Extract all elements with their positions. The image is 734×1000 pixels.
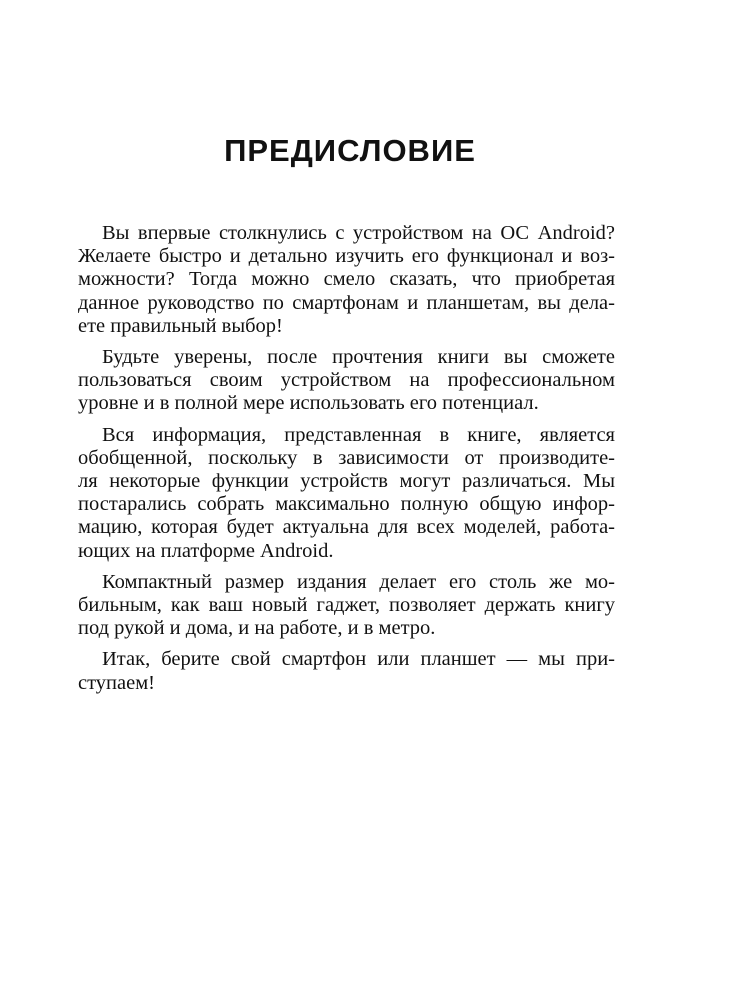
text-line: Компактный размер издания делает его столь же мо- [102, 570, 615, 593]
text-line: бильным, как ваш новый гаджет, позволяет держать книгу [78, 594, 615, 617]
text-line: Будьте уверены, после прочтения книги вы сможете [102, 346, 615, 369]
paragraph-5 [78, 648, 615, 694]
text-line: Вся информация, представленная в книге, является [102, 423, 615, 446]
text-line: можности? Тогда можно смело сказать, что приобретая [78, 268, 615, 291]
page-title: ПРЕДИСЛОВИЕ [224, 133, 476, 168]
paragraph-3 [78, 424, 615, 563]
paragraph-4 [78, 571, 615, 641]
text-line: ступаем! [78, 671, 156, 694]
text-line: мацию, которая будет актуальна для всех моделей, работа- [78, 516, 615, 539]
text-line: ете правильный выбор! [78, 314, 283, 337]
preface-body [78, 222, 615, 703]
text-line: Итак, берите свой смартфон или планшет — мы при- [102, 648, 615, 671]
text-line: данное руководство по смартфонам и планшетам, вы дела- [78, 291, 615, 314]
text-line: ля некоторые функции устройств могут различаться. Мы [78, 470, 615, 493]
text-line: пользоваться своим устройством на профессиональном [78, 369, 615, 392]
text-line: постарались собрать максимально полную общую инфор- [78, 493, 615, 516]
text-line: под рукой и дома, и на работе, и в метро. [78, 617, 436, 640]
text-line: обобщенной, поскольку в зависимости от производите- [78, 446, 615, 469]
text-line: Желаете быстро и детально изучить его функционал и воз- [78, 245, 615, 268]
text-line: ющих на платформе Android. [78, 539, 334, 562]
text-line: Вы впервые столкнулись с устройством на ОС Android? [102, 222, 615, 244]
text-line: уровне и в полной мере использовать его потенциал. [78, 392, 539, 415]
paragraph-1 [78, 222, 615, 338]
paragraph-2 [78, 346, 615, 416]
